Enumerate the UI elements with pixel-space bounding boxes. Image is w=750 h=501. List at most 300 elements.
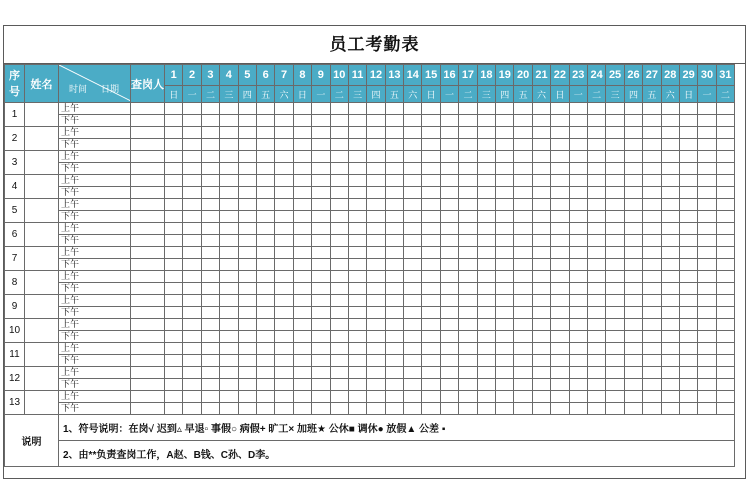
inspector-cell[interactable] <box>131 295 165 307</box>
attendance-cell[interactable] <box>569 163 587 175</box>
attendance-cell[interactable] <box>532 115 550 127</box>
attendance-cell[interactable] <box>569 391 587 403</box>
attendance-cell[interactable] <box>477 259 495 271</box>
attendance-cell[interactable] <box>679 211 697 223</box>
attendance-cell[interactable] <box>532 319 550 331</box>
attendance-cell[interactable] <box>496 271 514 283</box>
attendance-cell[interactable] <box>716 331 734 343</box>
attendance-cell[interactable] <box>348 283 366 295</box>
attendance-cell[interactable] <box>514 199 532 211</box>
attendance-cell[interactable] <box>532 235 550 247</box>
attendance-cell[interactable] <box>716 271 734 283</box>
attendance-cell[interactable] <box>514 139 532 151</box>
attendance-cell[interactable] <box>367 211 385 223</box>
attendance-cell[interactable] <box>275 199 293 211</box>
attendance-cell[interactable] <box>165 187 183 199</box>
attendance-cell[interactable] <box>275 127 293 139</box>
attendance-cell[interactable] <box>330 307 348 319</box>
attendance-cell[interactable] <box>587 403 605 415</box>
attendance-cell[interactable] <box>569 151 587 163</box>
attendance-cell[interactable] <box>606 199 624 211</box>
attendance-cell[interactable] <box>385 199 403 211</box>
attendance-cell[interactable] <box>496 235 514 247</box>
attendance-cell[interactable] <box>165 115 183 127</box>
attendance-cell[interactable] <box>238 235 256 247</box>
attendance-cell[interactable] <box>422 163 440 175</box>
attendance-cell[interactable] <box>422 379 440 391</box>
attendance-cell[interactable] <box>165 391 183 403</box>
attendance-cell[interactable] <box>679 151 697 163</box>
attendance-cell[interactable] <box>624 403 642 415</box>
attendance-cell[interactable] <box>643 319 661 331</box>
name-cell[interactable] <box>25 367 59 391</box>
attendance-cell[interactable] <box>551 319 569 331</box>
attendance-cell[interactable] <box>440 139 458 151</box>
attendance-cell[interactable] <box>312 223 330 235</box>
attendance-cell[interactable] <box>330 163 348 175</box>
attendance-cell[interactable] <box>348 391 366 403</box>
attendance-cell[interactable] <box>220 343 238 355</box>
attendance-cell[interactable] <box>551 307 569 319</box>
attendance-cell[interactable] <box>514 391 532 403</box>
attendance-cell[interactable] <box>348 187 366 199</box>
attendance-cell[interactable] <box>624 283 642 295</box>
attendance-cell[interactable] <box>514 283 532 295</box>
attendance-cell[interactable] <box>385 175 403 187</box>
attendance-cell[interactable] <box>606 343 624 355</box>
attendance-cell[interactable] <box>422 223 440 235</box>
attendance-cell[interactable] <box>587 211 605 223</box>
attendance-cell[interactable] <box>422 103 440 115</box>
attendance-cell[interactable] <box>238 391 256 403</box>
attendance-cell[interactable] <box>459 367 477 379</box>
attendance-cell[interactable] <box>256 187 274 199</box>
attendance-cell[interactable] <box>238 103 256 115</box>
attendance-cell[interactable] <box>385 319 403 331</box>
attendance-cell[interactable] <box>238 259 256 271</box>
attendance-cell[interactable] <box>496 307 514 319</box>
attendance-cell[interactable] <box>569 139 587 151</box>
attendance-cell[interactable] <box>165 223 183 235</box>
attendance-cell[interactable] <box>312 235 330 247</box>
attendance-cell[interactable] <box>551 199 569 211</box>
attendance-cell[interactable] <box>624 307 642 319</box>
attendance-cell[interactable] <box>220 127 238 139</box>
attendance-cell[interactable] <box>293 295 311 307</box>
attendance-cell[interactable] <box>606 355 624 367</box>
attendance-cell[interactable] <box>422 247 440 259</box>
attendance-cell[interactable] <box>661 163 679 175</box>
attendance-cell[interactable] <box>275 103 293 115</box>
attendance-cell[interactable] <box>183 103 201 115</box>
attendance-cell[interactable] <box>459 295 477 307</box>
attendance-cell[interactable] <box>716 259 734 271</box>
attendance-cell[interactable] <box>679 175 697 187</box>
attendance-cell[interactable] <box>275 355 293 367</box>
attendance-cell[interactable] <box>679 139 697 151</box>
attendance-cell[interactable] <box>201 175 219 187</box>
attendance-cell[interactable] <box>422 331 440 343</box>
attendance-cell[interactable] <box>367 187 385 199</box>
attendance-cell[interactable] <box>404 331 422 343</box>
attendance-cell[interactable] <box>496 151 514 163</box>
attendance-cell[interactable] <box>679 391 697 403</box>
attendance-cell[interactable] <box>404 175 422 187</box>
attendance-cell[interactable] <box>440 235 458 247</box>
inspector-cell[interactable] <box>131 103 165 115</box>
attendance-cell[interactable] <box>496 295 514 307</box>
attendance-cell[interactable] <box>348 271 366 283</box>
attendance-cell[interactable] <box>643 295 661 307</box>
attendance-cell[interactable] <box>459 307 477 319</box>
attendance-cell[interactable] <box>367 115 385 127</box>
attendance-cell[interactable] <box>569 187 587 199</box>
attendance-cell[interactable] <box>551 127 569 139</box>
attendance-cell[interactable] <box>643 379 661 391</box>
attendance-cell[interactable] <box>367 283 385 295</box>
attendance-cell[interactable] <box>275 343 293 355</box>
attendance-cell[interactable] <box>348 259 366 271</box>
attendance-cell[interactable] <box>643 127 661 139</box>
name-cell[interactable] <box>25 151 59 175</box>
attendance-cell[interactable] <box>624 199 642 211</box>
attendance-cell[interactable] <box>220 247 238 259</box>
attendance-cell[interactable] <box>496 379 514 391</box>
attendance-cell[interactable] <box>440 319 458 331</box>
attendance-cell[interactable] <box>679 259 697 271</box>
attendance-cell[interactable] <box>367 307 385 319</box>
attendance-cell[interactable] <box>330 175 348 187</box>
attendance-cell[interactable] <box>256 355 274 367</box>
attendance-cell[interactable] <box>606 187 624 199</box>
attendance-cell[interactable] <box>293 343 311 355</box>
attendance-cell[interactable] <box>330 115 348 127</box>
attendance-cell[interactable] <box>293 139 311 151</box>
attendance-cell[interactable] <box>532 247 550 259</box>
attendance-cell[interactable] <box>330 103 348 115</box>
attendance-cell[interactable] <box>532 379 550 391</box>
attendance-cell[interactable] <box>496 103 514 115</box>
attendance-cell[interactable] <box>606 163 624 175</box>
attendance-cell[interactable] <box>496 211 514 223</box>
attendance-cell[interactable] <box>165 307 183 319</box>
attendance-cell[interactable] <box>348 163 366 175</box>
attendance-cell[interactable] <box>312 283 330 295</box>
attendance-cell[interactable] <box>404 127 422 139</box>
name-cell[interactable] <box>25 175 59 199</box>
attendance-cell[interactable] <box>440 391 458 403</box>
attendance-cell[interactable] <box>256 115 274 127</box>
attendance-cell[interactable] <box>183 283 201 295</box>
attendance-cell[interactable] <box>661 391 679 403</box>
attendance-cell[interactable] <box>569 115 587 127</box>
attendance-cell[interactable] <box>514 247 532 259</box>
attendance-cell[interactable] <box>587 379 605 391</box>
attendance-cell[interactable] <box>183 343 201 355</box>
attendance-cell[interactable] <box>514 307 532 319</box>
attendance-cell[interactable] <box>183 175 201 187</box>
attendance-cell[interactable] <box>312 175 330 187</box>
attendance-cell[interactable] <box>606 247 624 259</box>
attendance-cell[interactable] <box>624 247 642 259</box>
attendance-cell[interactable] <box>661 283 679 295</box>
attendance-cell[interactable] <box>385 235 403 247</box>
attendance-cell[interactable] <box>404 151 422 163</box>
attendance-cell[interactable] <box>201 379 219 391</box>
attendance-cell[interactable] <box>679 283 697 295</box>
attendance-cell[interactable] <box>716 295 734 307</box>
attendance-cell[interactable] <box>367 175 385 187</box>
attendance-cell[interactable] <box>514 223 532 235</box>
attendance-cell[interactable] <box>569 295 587 307</box>
attendance-cell[interactable] <box>404 355 422 367</box>
attendance-cell[interactable] <box>551 163 569 175</box>
attendance-cell[interactable] <box>385 223 403 235</box>
attendance-cell[interactable] <box>385 163 403 175</box>
attendance-cell[interactable] <box>256 139 274 151</box>
attendance-cell[interactable] <box>698 187 716 199</box>
attendance-cell[interactable] <box>422 403 440 415</box>
attendance-cell[interactable] <box>587 271 605 283</box>
attendance-cell[interactable] <box>661 235 679 247</box>
attendance-cell[interactable] <box>624 379 642 391</box>
attendance-cell[interactable] <box>698 355 716 367</box>
attendance-cell[interactable] <box>716 211 734 223</box>
attendance-cell[interactable] <box>477 103 495 115</box>
attendance-cell[interactable] <box>220 403 238 415</box>
name-cell[interactable] <box>25 295 59 319</box>
attendance-cell[interactable] <box>624 103 642 115</box>
attendance-cell[interactable] <box>220 223 238 235</box>
attendance-cell[interactable] <box>183 319 201 331</box>
attendance-cell[interactable] <box>348 151 366 163</box>
attendance-cell[interactable] <box>698 295 716 307</box>
attendance-cell[interactable] <box>551 187 569 199</box>
attendance-cell[interactable] <box>477 343 495 355</box>
attendance-cell[interactable] <box>165 271 183 283</box>
attendance-cell[interactable] <box>496 367 514 379</box>
attendance-cell[interactable] <box>165 151 183 163</box>
attendance-cell[interactable] <box>477 175 495 187</box>
attendance-cell[interactable] <box>238 151 256 163</box>
attendance-cell[interactable] <box>459 271 477 283</box>
attendance-cell[interactable] <box>679 403 697 415</box>
attendance-cell[interactable] <box>275 331 293 343</box>
attendance-cell[interactable] <box>459 199 477 211</box>
attendance-cell[interactable] <box>312 343 330 355</box>
attendance-cell[interactable] <box>679 187 697 199</box>
attendance-cell[interactable] <box>183 355 201 367</box>
attendance-cell[interactable] <box>404 199 422 211</box>
inspector-cell[interactable] <box>131 283 165 295</box>
attendance-cell[interactable] <box>348 367 366 379</box>
attendance-cell[interactable] <box>440 343 458 355</box>
attendance-cell[interactable] <box>293 115 311 127</box>
attendance-cell[interactable] <box>256 367 274 379</box>
attendance-cell[interactable] <box>422 355 440 367</box>
attendance-cell[interactable] <box>256 103 274 115</box>
attendance-cell[interactable] <box>183 367 201 379</box>
attendance-cell[interactable] <box>698 175 716 187</box>
attendance-cell[interactable] <box>312 259 330 271</box>
attendance-cell[interactable] <box>312 247 330 259</box>
attendance-cell[interactable] <box>661 103 679 115</box>
attendance-cell[interactable] <box>440 163 458 175</box>
attendance-cell[interactable] <box>220 163 238 175</box>
attendance-cell[interactable] <box>404 403 422 415</box>
attendance-cell[interactable] <box>587 163 605 175</box>
attendance-cell[interactable] <box>330 271 348 283</box>
attendance-cell[interactable] <box>679 271 697 283</box>
attendance-cell[interactable] <box>440 223 458 235</box>
attendance-cell[interactable] <box>514 103 532 115</box>
attendance-cell[interactable] <box>459 187 477 199</box>
attendance-cell[interactable] <box>459 211 477 223</box>
attendance-cell[interactable] <box>661 139 679 151</box>
attendance-cell[interactable] <box>256 127 274 139</box>
attendance-cell[interactable] <box>587 223 605 235</box>
attendance-cell[interactable] <box>293 403 311 415</box>
attendance-cell[interactable] <box>256 331 274 343</box>
attendance-cell[interactable] <box>459 403 477 415</box>
attendance-cell[interactable] <box>275 367 293 379</box>
inspector-cell[interactable] <box>131 379 165 391</box>
attendance-cell[interactable] <box>643 151 661 163</box>
inspector-cell[interactable] <box>131 403 165 415</box>
attendance-cell[interactable] <box>624 211 642 223</box>
attendance-cell[interactable] <box>440 127 458 139</box>
attendance-cell[interactable] <box>514 295 532 307</box>
attendance-cell[interactable] <box>643 235 661 247</box>
attendance-cell[interactable] <box>312 115 330 127</box>
inspector-cell[interactable] <box>131 211 165 223</box>
attendance-cell[interactable] <box>496 391 514 403</box>
attendance-cell[interactable] <box>477 355 495 367</box>
attendance-cell[interactable] <box>293 235 311 247</box>
attendance-cell[interactable] <box>477 391 495 403</box>
attendance-cell[interactable] <box>477 319 495 331</box>
inspector-cell[interactable] <box>131 247 165 259</box>
attendance-cell[interactable] <box>532 343 550 355</box>
attendance-cell[interactable] <box>183 127 201 139</box>
attendance-cell[interactable] <box>256 295 274 307</box>
attendance-cell[interactable] <box>256 271 274 283</box>
attendance-cell[interactable] <box>293 355 311 367</box>
inspector-cell[interactable] <box>131 355 165 367</box>
attendance-cell[interactable] <box>477 115 495 127</box>
attendance-cell[interactable] <box>348 235 366 247</box>
attendance-cell[interactable] <box>496 247 514 259</box>
attendance-cell[interactable] <box>201 187 219 199</box>
attendance-cell[interactable] <box>496 115 514 127</box>
attendance-cell[interactable] <box>569 127 587 139</box>
attendance-cell[interactable] <box>165 367 183 379</box>
attendance-cell[interactable] <box>532 103 550 115</box>
attendance-cell[interactable] <box>275 307 293 319</box>
attendance-cell[interactable] <box>201 163 219 175</box>
attendance-cell[interactable] <box>220 139 238 151</box>
attendance-cell[interactable] <box>440 187 458 199</box>
attendance-cell[interactable] <box>514 235 532 247</box>
attendance-cell[interactable] <box>606 367 624 379</box>
attendance-cell[interactable] <box>643 343 661 355</box>
attendance-cell[interactable] <box>422 115 440 127</box>
attendance-cell[interactable] <box>679 127 697 139</box>
attendance-cell[interactable] <box>422 139 440 151</box>
attendance-cell[interactable] <box>587 247 605 259</box>
attendance-cell[interactable] <box>661 307 679 319</box>
attendance-cell[interactable] <box>716 283 734 295</box>
attendance-cell[interactable] <box>220 175 238 187</box>
attendance-cell[interactable] <box>698 151 716 163</box>
attendance-cell[interactable] <box>238 283 256 295</box>
name-cell[interactable] <box>25 391 59 415</box>
attendance-cell[interactable] <box>440 283 458 295</box>
attendance-cell[interactable] <box>606 223 624 235</box>
attendance-cell[interactable] <box>201 283 219 295</box>
attendance-cell[interactable] <box>256 391 274 403</box>
attendance-cell[interactable] <box>569 319 587 331</box>
attendance-cell[interactable] <box>220 187 238 199</box>
attendance-cell[interactable] <box>165 139 183 151</box>
attendance-cell[interactable] <box>496 355 514 367</box>
attendance-cell[interactable] <box>532 259 550 271</box>
attendance-cell[interactable] <box>551 247 569 259</box>
attendance-cell[interactable] <box>348 355 366 367</box>
attendance-cell[interactable] <box>698 223 716 235</box>
attendance-cell[interactable] <box>532 223 550 235</box>
attendance-cell[interactable] <box>587 187 605 199</box>
attendance-cell[interactable] <box>422 367 440 379</box>
attendance-cell[interactable] <box>679 367 697 379</box>
attendance-cell[interactable] <box>459 223 477 235</box>
attendance-cell[interactable] <box>183 151 201 163</box>
attendance-cell[interactable] <box>256 235 274 247</box>
name-cell[interactable] <box>25 223 59 247</box>
attendance-cell[interactable] <box>422 295 440 307</box>
attendance-cell[interactable] <box>404 211 422 223</box>
attendance-cell[interactable] <box>477 139 495 151</box>
attendance-cell[interactable] <box>422 199 440 211</box>
attendance-cell[interactable] <box>201 211 219 223</box>
attendance-cell[interactable] <box>293 127 311 139</box>
attendance-cell[interactable] <box>661 355 679 367</box>
attendance-cell[interactable] <box>551 151 569 163</box>
attendance-cell[interactable] <box>238 379 256 391</box>
attendance-cell[interactable] <box>348 115 366 127</box>
attendance-cell[interactable] <box>238 355 256 367</box>
attendance-cell[interactable] <box>716 307 734 319</box>
attendance-cell[interactable] <box>661 271 679 283</box>
attendance-cell[interactable] <box>661 331 679 343</box>
attendance-cell[interactable] <box>220 235 238 247</box>
attendance-cell[interactable] <box>238 247 256 259</box>
attendance-cell[interactable] <box>643 223 661 235</box>
attendance-cell[interactable] <box>348 307 366 319</box>
attendance-cell[interactable] <box>367 295 385 307</box>
inspector-cell[interactable] <box>131 175 165 187</box>
attendance-cell[interactable] <box>183 403 201 415</box>
attendance-cell[interactable] <box>422 235 440 247</box>
attendance-cell[interactable] <box>679 247 697 259</box>
attendance-cell[interactable] <box>275 247 293 259</box>
attendance-cell[interactable] <box>624 115 642 127</box>
attendance-cell[interactable] <box>385 283 403 295</box>
inspector-cell[interactable] <box>131 259 165 271</box>
attendance-cell[interactable] <box>551 283 569 295</box>
attendance-cell[interactable] <box>477 283 495 295</box>
attendance-cell[interactable] <box>661 295 679 307</box>
